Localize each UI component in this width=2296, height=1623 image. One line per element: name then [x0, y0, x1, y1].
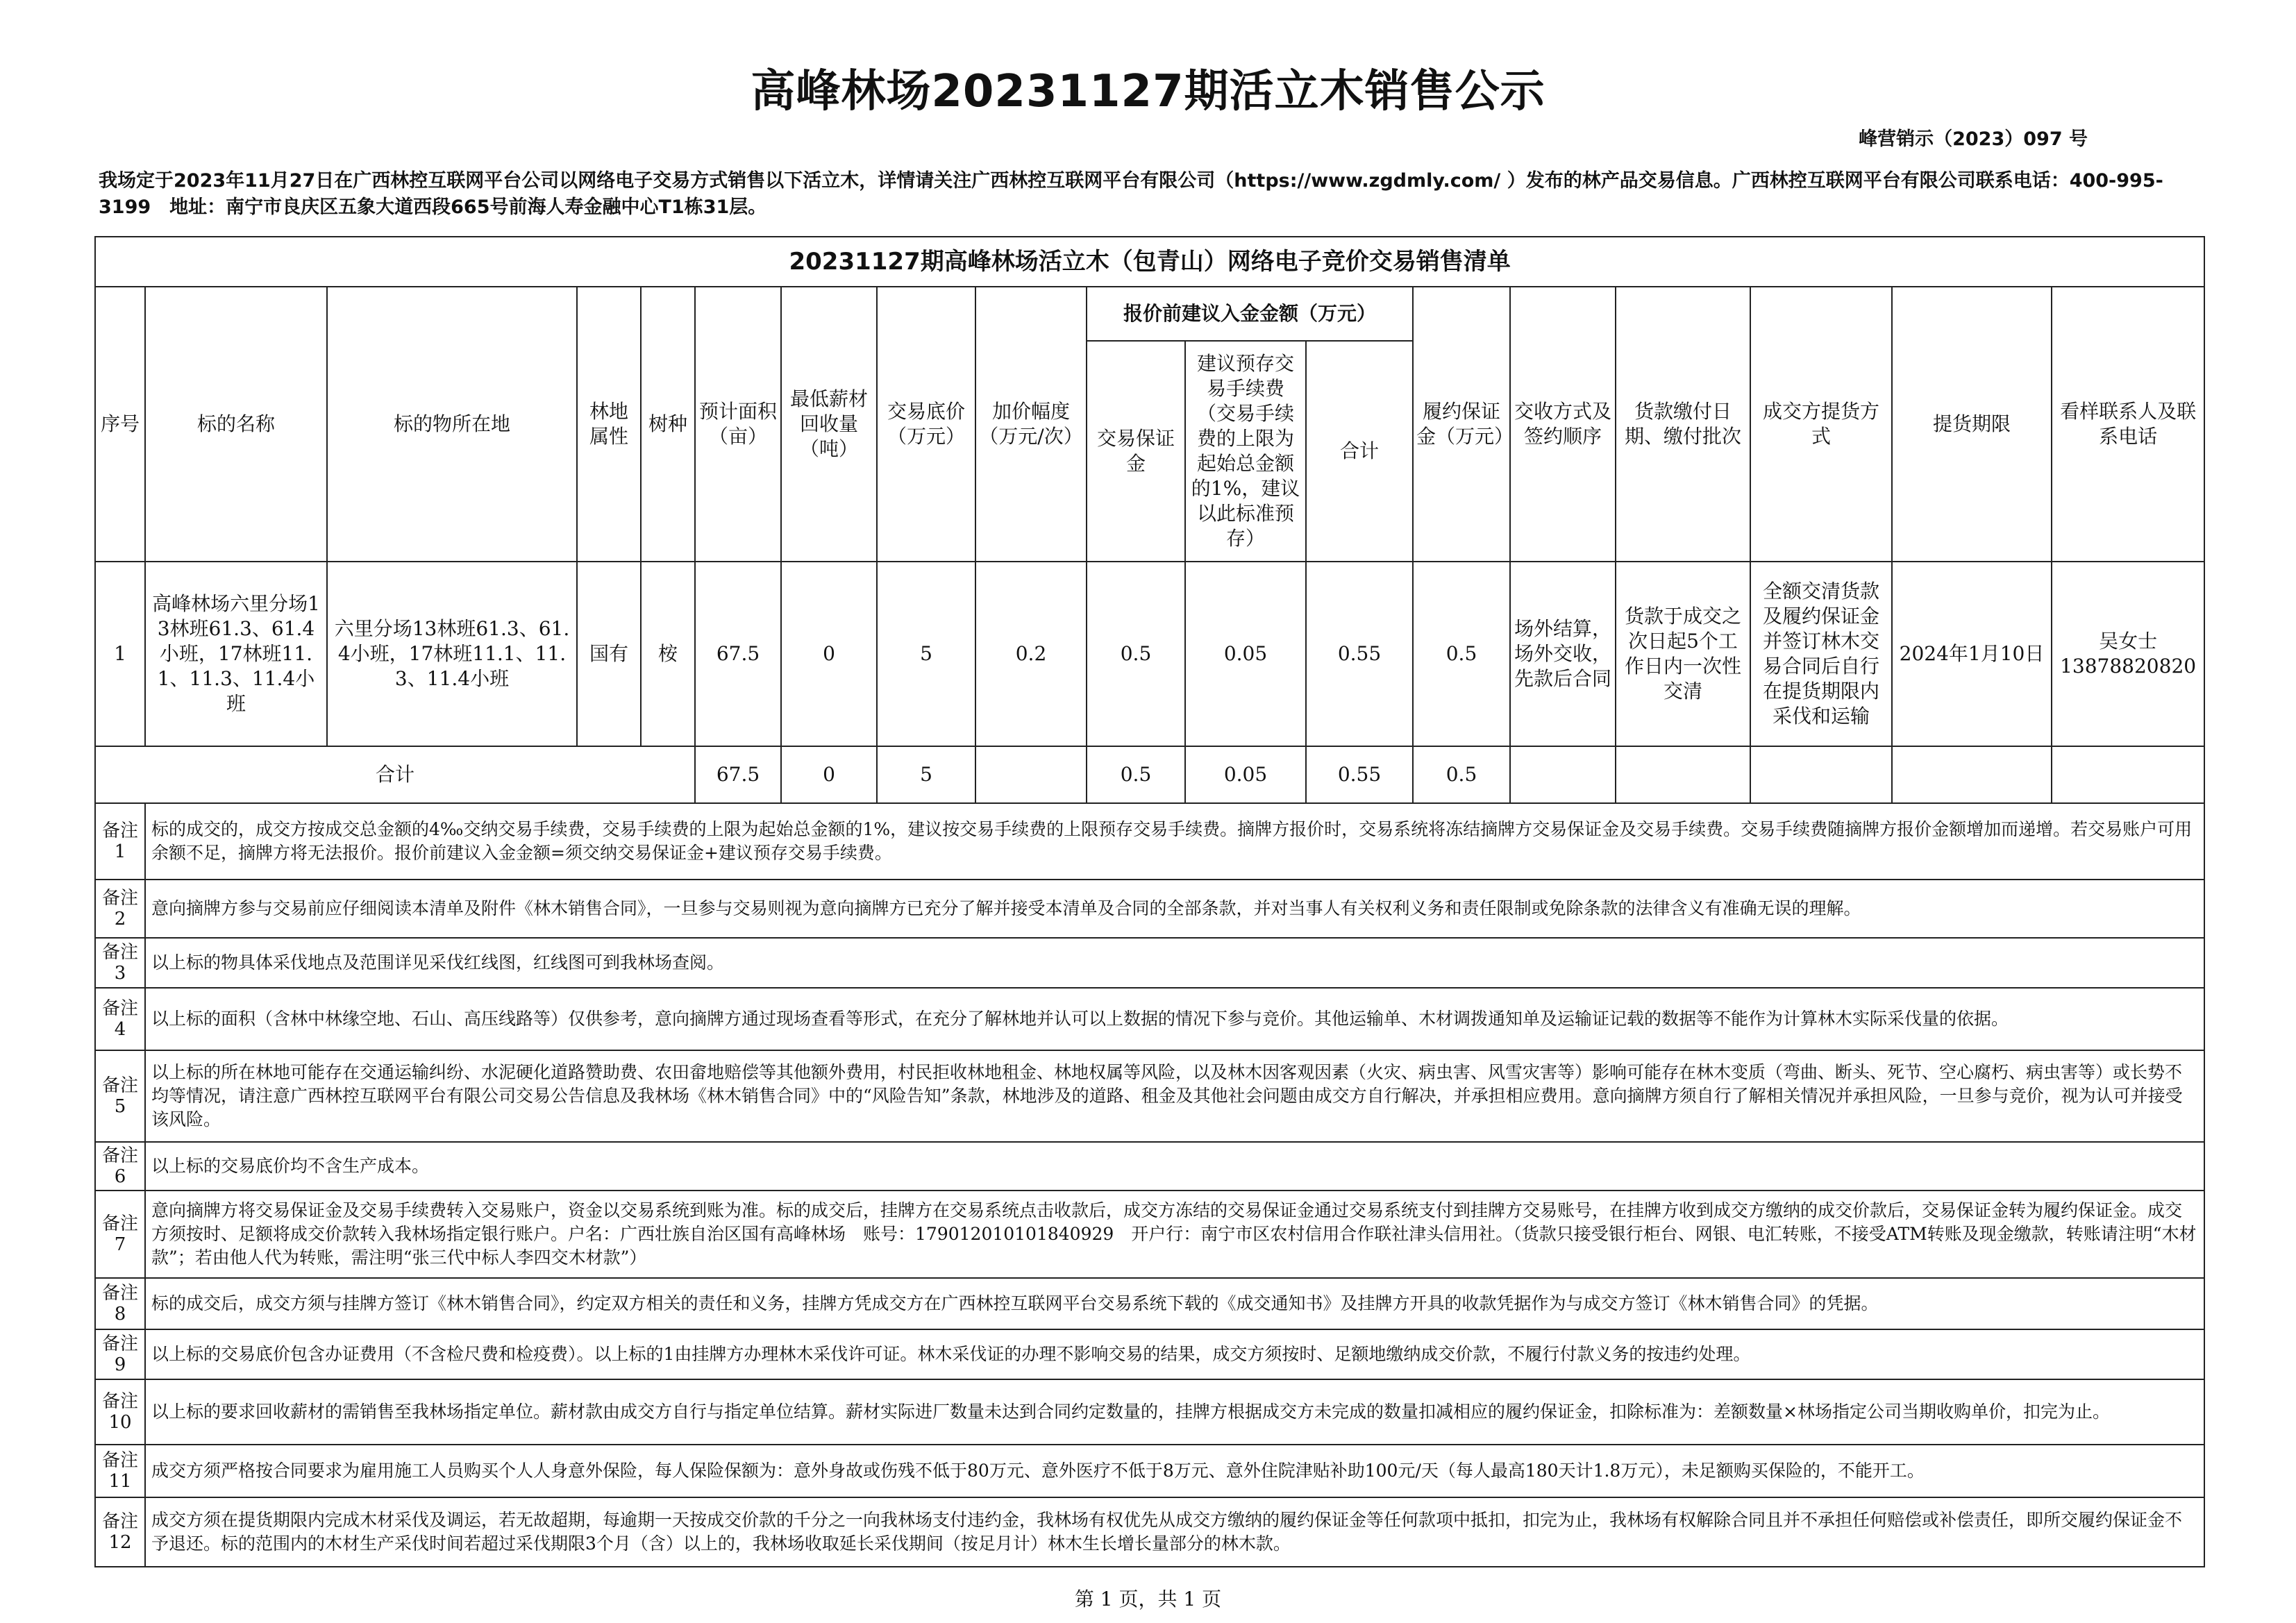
header-area: 预计面积（亩）: [695, 287, 781, 562]
note-label: 备注3: [95, 938, 145, 988]
contact-phone: 13878820820: [2060, 655, 2197, 678]
cell-deposit: 0.5: [1087, 562, 1185, 746]
header-performance: 履约保证金（万元）: [1413, 287, 1510, 562]
total-empty: [1616, 746, 1750, 803]
total-empty: [2052, 746, 2204, 803]
header-species: 树种: [641, 287, 695, 562]
header-subtotal: 合计: [1306, 341, 1413, 562]
header-pickup: 成交方提货方式: [1750, 287, 1892, 562]
header-min-fuel: 最低薪材回收量（吨）: [781, 287, 877, 562]
header-base-price: 交易底价（万元）: [877, 287, 975, 562]
sheet-title: 20231127期高峰林场活立木（包青山）网络电子竞价交易销售清单: [95, 237, 2204, 287]
note-label: 备注12: [95, 1497, 145, 1567]
cell-period: 2024年1月10日: [1892, 562, 2052, 746]
header-payment: 货款缴付日期、缴付批次: [1616, 287, 1750, 562]
header-increment: 加价幅度（万元/次）: [975, 287, 1087, 562]
note-row: [95, 880, 2204, 938]
note-label: 备注6: [95, 1142, 145, 1191]
contact-name: 吴女士: [2099, 630, 2158, 653]
header-location: 标的物所在地: [327, 287, 577, 562]
note-text: 以上标的交易底价包含办证费用（不含检尺费和检疫费）。以上标的1由挂牌方办理林木采伐许可证。林木采伐证的办理不影响交易的结果，成交方须按时、足额地缴纳成交价款，不履行付款义务的按违约处理。: [145, 1329, 2204, 1379]
note-row: [95, 1497, 2204, 1567]
total-base-price: 5: [877, 746, 975, 803]
header-fee: 建议预存交易手续费（交易手续费的上限为起始总金额的1%，建议以此标准预存）: [1185, 341, 1306, 562]
cell-payment: 货款于成交之次日起5个工作日内一次性交清: [1616, 562, 1750, 746]
cell-area: 67.5: [695, 562, 781, 746]
note-row: [95, 1191, 2204, 1278]
total-deposit: 0.5: [1087, 746, 1185, 803]
document-number: 峰营销示（2023）097 号: [1859, 128, 2088, 150]
note-row: [95, 938, 2204, 988]
note-text: 以上标的要求回收薪材的需销售至我林场指定单位。薪材款由成交方自行与指定单位结算。薪材实际进厂数量未达到合同约定数量的，挂牌方根据成交方未完成的数量扣减相应的履约保证金，扣除标准为：差额数量×林场指定公司当期收购单价，扣完为止。: [145, 1379, 2204, 1445]
total-row: [95, 746, 2204, 803]
cell-land-type: 国有: [577, 562, 641, 746]
note-label: 备注5: [95, 1050, 145, 1142]
header-land-type: 林地属性: [577, 287, 641, 562]
note-row: [95, 1050, 2204, 1142]
cell-min-fuel: 0: [781, 562, 877, 746]
note-row: [95, 1278, 2204, 1329]
note-text: 成交方须严格按合同要求为雇用施工人员购买个人人身意外保险，每人保险保额为：意外身故或伤残不低于80万元、意外医疗不低于8万元、意外住院津贴补助100元/天（每人最高180天计1.8万元），未足额购买保险的，不能开工。: [145, 1445, 2204, 1497]
note-text: 标的成交后，成交方须与挂牌方签订《林木销售合同》，约定双方相关的责任和义务，挂牌方凭成交方在广西林控互联网平台交易系统下载的《成交通知书》及挂牌方开具的收款凭据作为与成交方签订《林木销售合同》的凭据。: [145, 1278, 2204, 1329]
header-name: 标的名称: [145, 287, 327, 562]
note-text: 成交方须在提货期限内完成木材采伐及调运，若无故超期，每逾期一天按成交价款的千分之一向我林场支付违约金，我林场有权优先从成交方缴纳的履约保证金等任何款项中抵扣，扣完为止，我林场有权解除合同且并不承担任何赔偿或补偿责任，即所交履约保证金不予退还。标的范围内的木材生产采伐时间若超过采伐期限3个月（含）以上的，我林场收取延长采伐期间（按足月计）林木生长增长量部分的林木款。: [145, 1497, 2204, 1567]
header-deposit: 交易保证金: [1087, 341, 1185, 562]
cell-delivery: 场外结算，场外交收，先款后合同: [1510, 562, 1616, 746]
cell-contact: [2052, 562, 2204, 746]
cell-species: 桉: [641, 562, 695, 746]
total-increment: [975, 746, 1087, 803]
note-label: 备注2: [95, 880, 145, 938]
note-row: [95, 1329, 2204, 1379]
cell-increment: 0.2: [975, 562, 1087, 746]
cell-name: 高峰林场六里分场13林班61.3、61.4小班，17林班11.1、11.3、11.4小班: [145, 562, 327, 746]
cell-performance: 0.5: [1413, 562, 1510, 746]
note-text: 意向摘牌方参与交易前应仔细阅读本清单及附件《林木销售合同》，一旦参与交易则视为意向摘牌方已充分了解并接受本清单及合同的全部条款，并对当事人有关权利义务和责任限制或免除条款的法律含义有准确无误的理解。: [145, 880, 2204, 938]
total-area: 67.5: [695, 746, 781, 803]
cell-base-price: 5: [877, 562, 975, 746]
note-row: [95, 1142, 2204, 1191]
note-label: 备注7: [95, 1191, 145, 1278]
note-text: 标的成交的，成交方按成交总金额的4‰交纳交易手续费，交易手续费的上限为起始总金额的1%，建议按交易手续费的上限预存交易手续费。摘牌方报价时，交易系统将冻结摘牌方交易保证金及交易手续费。交易手续费随摘牌方报价金额增加而递增。若交易账户可用余额不足，摘牌方将无法报价。报价前建议入金金额=须交纳交易保证金+建议预存交易手续费。: [145, 803, 2204, 880]
header-period: 提货期限: [1892, 287, 2052, 562]
note-text: 以上标的面积（含林中林缘空地、石山、高压线路等）仅供参考，意向摘牌方通过现场查看等形式，在充分了解林地并认可以上数据的情况下参与竞价。其他运输单、木材调拨通知单及运输证记载的数据等不能作为计算林木实际采伐量的依据。: [145, 988, 2204, 1050]
cell-fee: 0.05: [1185, 562, 1306, 746]
total-min-fuel: 0: [781, 746, 877, 803]
document-title: 高峰林场20231127期活立木销售公示: [751, 66, 1545, 117]
header-delivery: 交收方式及签约顺序: [1510, 287, 1616, 562]
cell-subtotal: 0.55: [1306, 562, 1413, 746]
note-row: [95, 988, 2204, 1050]
page-footer: 第 1 页，共 1 页: [1074, 1588, 1222, 1611]
header-deposit-group: 报价前建议入金金额（万元）: [1087, 287, 1413, 341]
note-text: 以上标的交易底价均不含生产成本。: [145, 1142, 2204, 1191]
total-empty: [1892, 746, 2052, 803]
total-empty: [1750, 746, 1892, 803]
total-empty: [1510, 746, 1616, 803]
note-row: [95, 1445, 2204, 1497]
header-contact: 看样联系人及联系电话: [2052, 287, 2204, 562]
note-label: 备注1: [95, 803, 145, 880]
note-row: [95, 803, 2204, 880]
total-subtotal: 0.55: [1306, 746, 1413, 803]
note-label: 备注11: [95, 1445, 145, 1497]
total-fee: 0.05: [1185, 746, 1306, 803]
note-row: [95, 1379, 2204, 1445]
cell-location: 六里分场13林班61.3、61.4小班，17林班11.1、11.3、11.4小班: [327, 562, 577, 746]
header-seq: 序号: [95, 287, 145, 562]
note-text: 以上标的物具体采伐地点及范围详见采伐红线图，红线图可到我林场查阅。: [145, 938, 2204, 988]
cell-seq: 1: [95, 562, 145, 746]
total-label: 合计: [95, 746, 695, 803]
note-label: 备注10: [95, 1379, 145, 1445]
table-row: [95, 562, 2204, 746]
note-label: 备注4: [95, 988, 145, 1050]
intro-paragraph: 我场定于2023年11月27日在广西林控互联网平台公司以网络电子交易方式销售以下活立木，详情请关注广西林控互联网平台有限公司（https://www.zgdmly.com/ ）发布的林产品交易信息。广西林控互联网平台有限公司联系电话：400-995-3199 地址：南宁市良庆区五象大道西段665号前海人寿金融中心T1栋31层。: [99, 170, 2163, 218]
cell-pickup: 全额交清货款及履约保证金并签订林木交易合同后自行在提货期限内采伐和运输: [1750, 562, 1892, 746]
total-performance: 0.5: [1413, 746, 1510, 803]
note-text: 意向摘牌方将交易保证金及交易手续费转入交易账户，资金以交易系统到账为准。标的成交后，挂牌方在交易系统点击收款后，成交方冻结的交易保证金通过交易系统支付到挂牌方交易账号，在挂牌方收到成交方缴纳的成交价款后，交易保证金转为履约保证金。成交方须按时、足额将成交价款转入我林场指定银行账户。户名：广西壮族自治区国有高峰林场 账号：179012010101840929 开户行：南宁市区农村信用合作联社津头信用社。（货款只接受银行柜台、网银、电汇转账，不接受ATM转账及现金缴款，转账请注明“木材款”；若由他人代为转账，需注明“张三代中标人李四交木材款”）: [145, 1191, 2204, 1278]
note-label: 备注9: [95, 1329, 145, 1379]
note-label: 备注8: [95, 1278, 145, 1329]
sales-table: [94, 236, 2205, 1567]
note-text: 以上标的所在林地可能存在交通运输纠纷、水泥硬化道路赞助费、农田畲地赔偿等其他额外费用，村民拒收林地租金、林地权属等风险，以及林木因客观因素（火灾、病虫害、风雪灾害等）影响可能存在林木变质（弯曲、断头、死节、空心腐朽、病虫害等）或长势不均等情况，请注意广西林控互联网平台有限公司交易公告信息及我林场《林木销售合同》中的“风险告知”条款，林地涉及的道路、租金及其他社会问题由成交方自行解决，并承担相应费用。意向摘牌方须自行了解相关情况并承担风险，一旦参与竞价，视为认可并接受该风险。: [145, 1050, 2204, 1142]
